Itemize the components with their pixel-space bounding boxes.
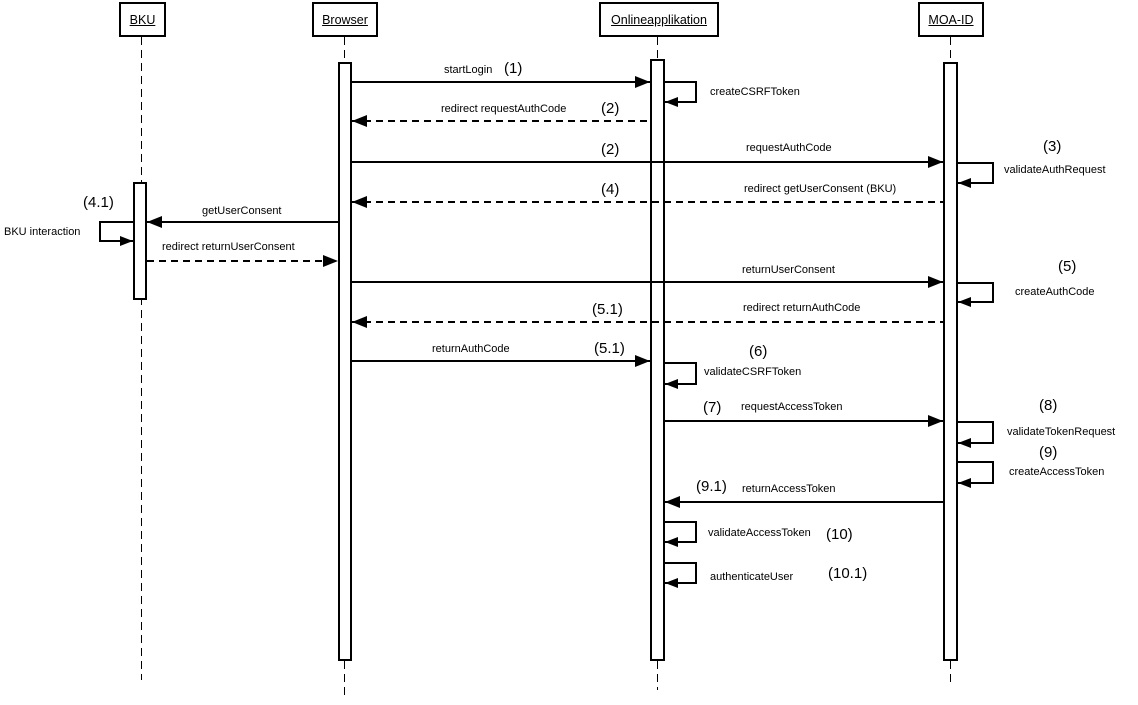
message-line-redirect-request-auth-code bbox=[352, 120, 650, 122]
participant-label-bku: BKU bbox=[129, 12, 156, 27]
message-number-validate-csrf-token: (6) bbox=[749, 343, 768, 360]
message-number-authenticate-user: (10.1) bbox=[828, 565, 868, 582]
message-number-redirect-return-auth-code: (5.1) bbox=[592, 301, 623, 318]
message-label-return-user-consent: returnUserConsent bbox=[742, 264, 835, 276]
arrowhead-redirect-return-auth-code bbox=[352, 316, 367, 328]
message-label-create-access-token: createAccessToken bbox=[1009, 466, 1105, 478]
message-number-bku-interaction: (4.1) bbox=[83, 194, 114, 211]
message-number-validate-token-request: (8) bbox=[1039, 397, 1058, 414]
message-label-validate-access-token: validateAccessToken bbox=[708, 527, 811, 539]
message-line-get-user-consent bbox=[147, 221, 338, 223]
message-label-redirect-return-user-consent: redirect returnUserConsent bbox=[162, 241, 295, 253]
message-label-validate-auth-request: validateAuthRequest bbox=[1004, 164, 1106, 176]
participant-box-bku bbox=[119, 2, 166, 37]
participant-box-browser bbox=[312, 2, 378, 37]
message-label-create-csrf-token: createCSRFToken bbox=[710, 86, 800, 98]
message-label-create-auth-code: createAuthCode bbox=[1015, 286, 1095, 298]
arrowhead-create-access-token bbox=[958, 478, 971, 488]
message-label-redirect-request-auth-code: redirect requestAuthCode bbox=[441, 103, 567, 115]
message-number-create-auth-code: (5) bbox=[1058, 258, 1077, 275]
activation-bar-bku bbox=[133, 182, 147, 300]
arrowhead-return-access-token bbox=[665, 496, 680, 508]
arrowhead-create-auth-code bbox=[958, 297, 971, 307]
message-line-request-auth-code bbox=[352, 161, 943, 163]
message-number-request-access-token: (7) bbox=[703, 399, 722, 416]
arrowhead-get-user-consent bbox=[147, 216, 162, 228]
arrowhead-authenticate-user bbox=[665, 578, 678, 588]
message-number-redirect-get-user-consent: (4) bbox=[601, 181, 620, 198]
activation-bar-moa bbox=[943, 62, 958, 661]
message-number-start-login: (1) bbox=[504, 60, 523, 77]
message-line-redirect-return-auth-code bbox=[352, 321, 943, 323]
message-line-return-user-consent bbox=[352, 281, 943, 283]
message-number-create-access-token: (9) bbox=[1039, 444, 1058, 461]
message-line-request-access-token bbox=[665, 420, 943, 422]
message-label-return-access-token: returnAccessToken bbox=[742, 483, 836, 495]
arrowhead-validate-token-request bbox=[958, 438, 971, 448]
arrowhead-request-auth-code bbox=[928, 156, 943, 168]
message-line-redirect-get-user-consent bbox=[352, 201, 943, 203]
message-label-request-access-token: requestAccessToken bbox=[741, 401, 843, 413]
arrowhead-validate-access-token bbox=[665, 537, 678, 547]
message-number-redirect-request-auth-code: (2) bbox=[601, 100, 620, 117]
arrowhead-create-csrf-token bbox=[665, 97, 678, 107]
message-label-authenticate-user: authenticateUser bbox=[710, 571, 794, 583]
message-line-return-auth-code bbox=[352, 360, 650, 362]
message-label-return-auth-code: returnAuthCode bbox=[432, 343, 510, 355]
arrowhead-redirect-get-user-consent bbox=[352, 196, 367, 208]
lifeline-bku bbox=[141, 37, 142, 680]
participant-label-moa: MOA-ID bbox=[928, 12, 974, 27]
message-number-request-auth-code: (2) bbox=[601, 141, 620, 158]
arrowhead-redirect-request-auth-code bbox=[352, 115, 367, 127]
message-label-validate-csrf-token: validateCSRFToken bbox=[704, 366, 802, 378]
participant-box-oa bbox=[599, 2, 719, 37]
message-label-validate-token-request: validateTokenRequest bbox=[1007, 426, 1116, 438]
message-line-start-login bbox=[352, 81, 650, 83]
participant-label-browser: Browser bbox=[322, 12, 368, 27]
message-number-validate-auth-request: (3) bbox=[1043, 138, 1062, 155]
message-number-validate-access-token: (10) bbox=[826, 526, 853, 543]
activation-bar-oa bbox=[650, 59, 665, 661]
arrowhead-validate-csrf-token bbox=[665, 379, 678, 389]
participant-box-moa bbox=[918, 2, 984, 37]
activation-bar-browser bbox=[338, 62, 352, 661]
message-line-return-access-token bbox=[665, 501, 943, 503]
arrowhead-request-access-token bbox=[928, 415, 943, 427]
message-label-request-auth-code: requestAuthCode bbox=[746, 142, 832, 154]
arrowhead-start-login bbox=[635, 76, 650, 88]
message-number-return-auth-code: (5.1) bbox=[594, 340, 625, 357]
message-label-bku-interaction: BKU interaction bbox=[4, 226, 81, 238]
message-label-start-login: startLogin bbox=[444, 64, 493, 76]
arrowhead-validate-auth-request bbox=[958, 178, 971, 188]
participant-label-oa: Onlineapplikation bbox=[611, 12, 707, 27]
message-label-get-user-consent: getUserConsent bbox=[202, 205, 282, 217]
arrowhead-bku-interaction bbox=[120, 236, 133, 246]
message-label-redirect-return-auth-code: redirect returnAuthCode bbox=[743, 302, 861, 314]
arrowhead-return-user-consent bbox=[928, 276, 943, 288]
message-number-return-access-token: (9.1) bbox=[696, 478, 727, 495]
arrowhead-redirect-return-user-consent bbox=[323, 255, 338, 267]
arrowhead-return-auth-code bbox=[635, 355, 650, 367]
message-label-redirect-get-user-consent: redirect getUserConsent (BKU) bbox=[744, 183, 897, 195]
message-line-redirect-return-user-consent bbox=[147, 260, 338, 262]
